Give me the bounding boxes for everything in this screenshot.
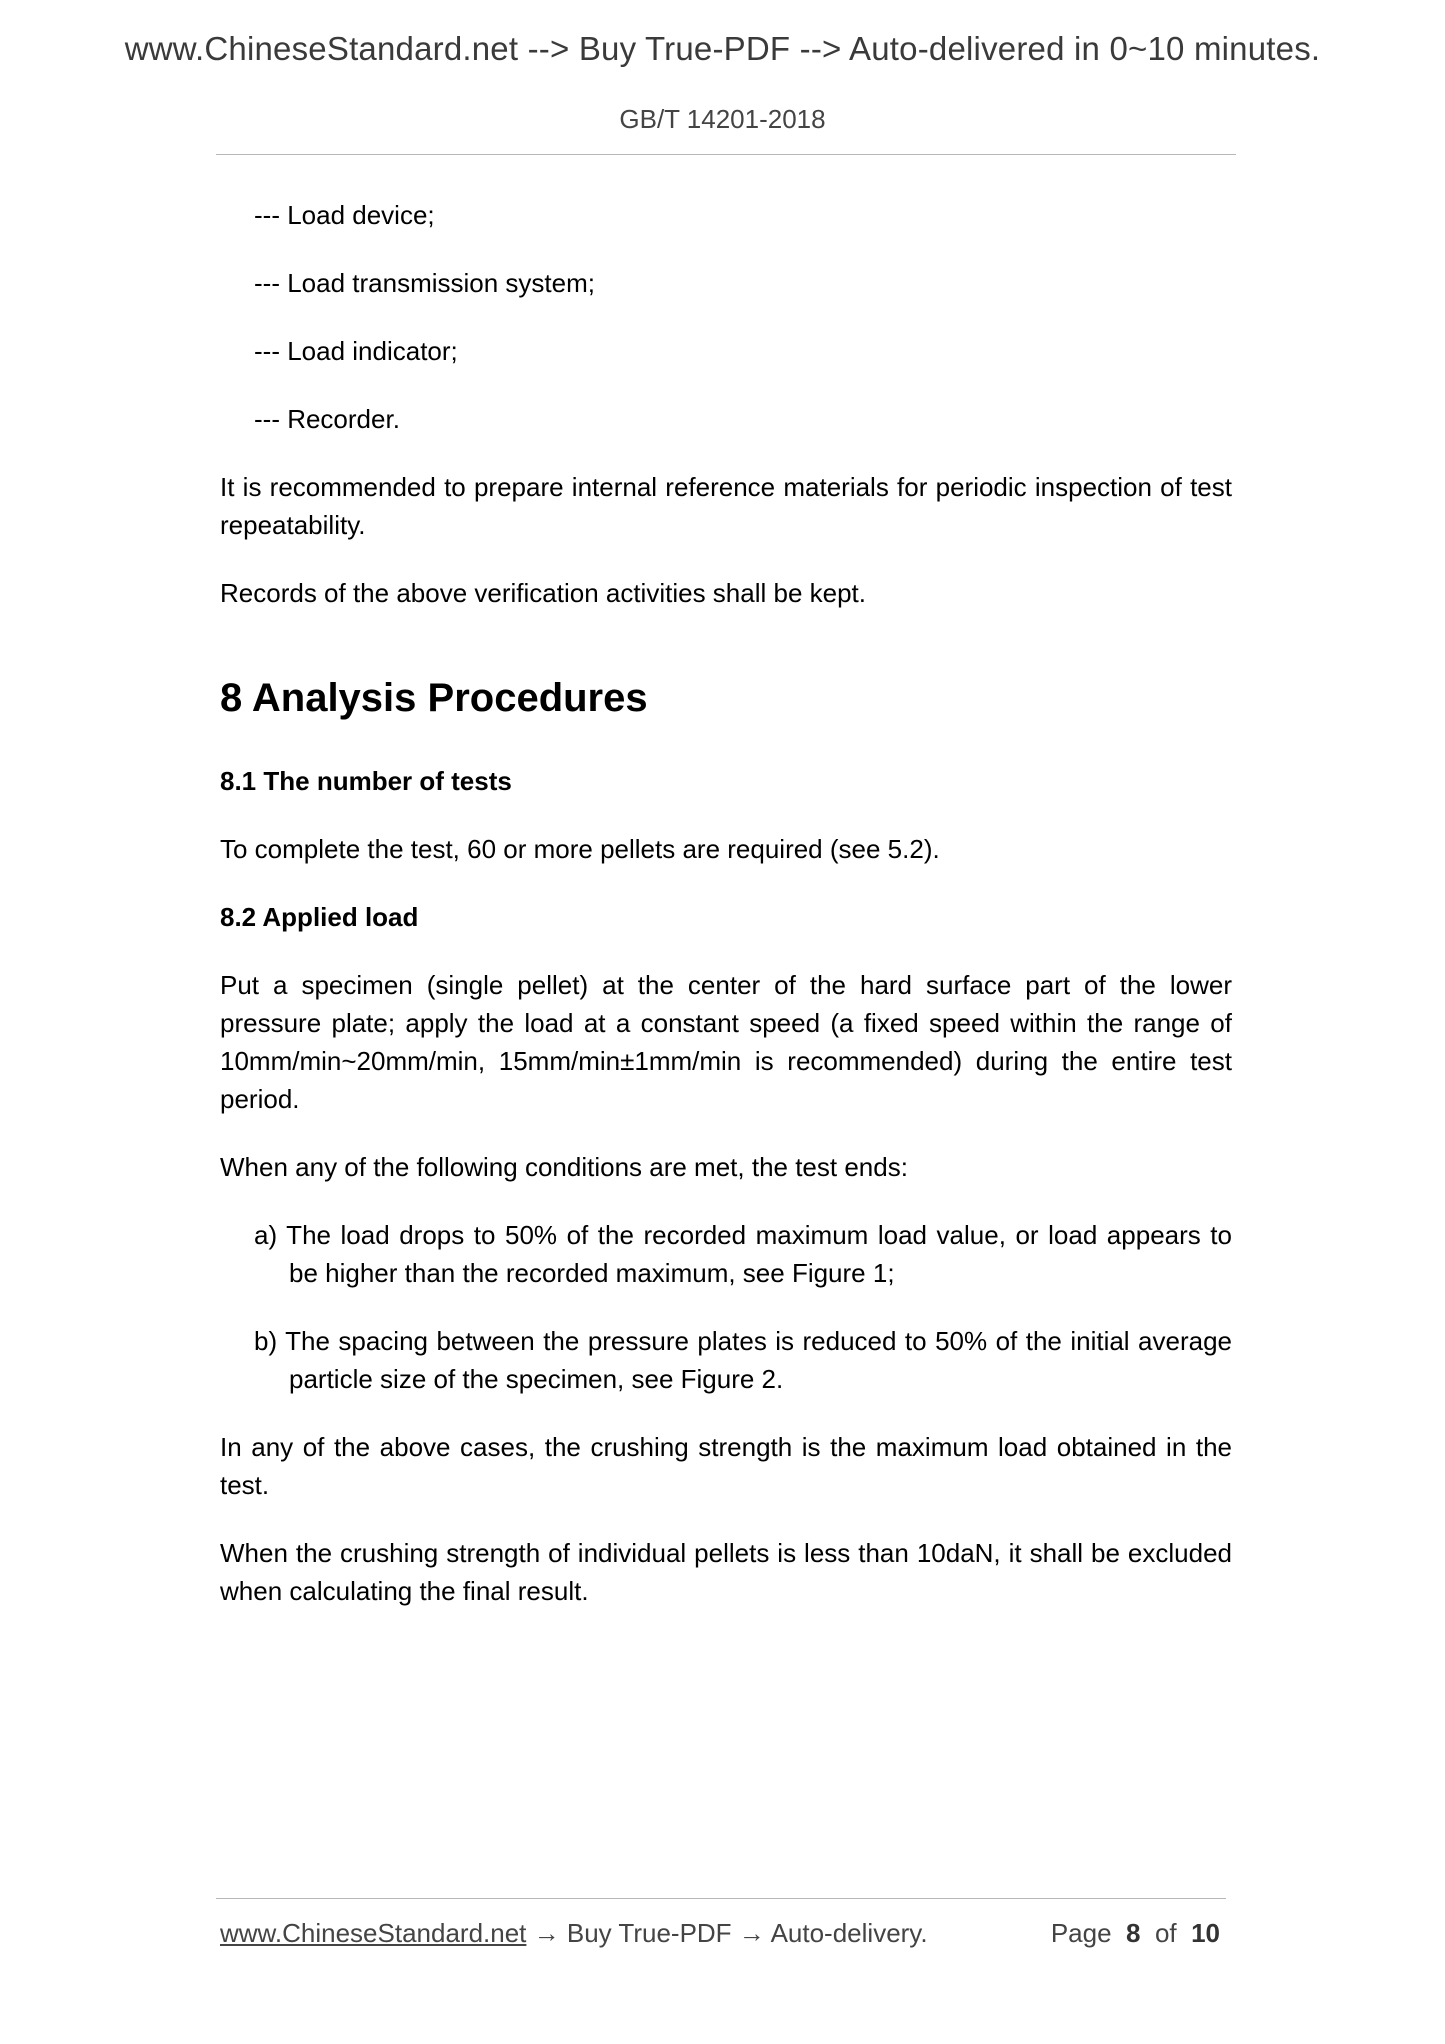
page-total: 10 bbox=[1191, 1918, 1220, 1948]
footer-site-link[interactable]: www.ChineseStandard.net bbox=[220, 1918, 527, 1948]
header-divider bbox=[216, 154, 1236, 155]
dash-item-load-transmission: --- Load transmission system; bbox=[254, 268, 595, 298]
of-label: of bbox=[1154, 1918, 1177, 1948]
section-8-2-text: Put a specimen (single pellet) at the center of the hard surface part of the lower pressure plate; apply the load at a constant speed (a fixed speed within the range of 10mm/min~20mm/min, 15mm/min±1mm/min is recommended) during the entire test period. bbox=[220, 970, 1232, 1114]
conditions-intro: When any of the following conditions are met, the test ends: bbox=[220, 1152, 908, 1182]
dash-item-recorder: --- Recorder. bbox=[254, 404, 400, 434]
page-number: 8 bbox=[1126, 1918, 1141, 1948]
page-content bbox=[220, 196, 1232, 1640]
page-footer bbox=[220, 1918, 1226, 1949]
paragraph-crushing-strength: In any of the above cases, the crushing strength is the maximum load obtained in the test. bbox=[220, 1432, 1232, 1500]
section-8-1-heading: 8.1 The number of tests bbox=[220, 766, 512, 796]
page-indicator bbox=[1051, 1918, 1220, 1949]
footer-tail-text: → Buy True-PDF → Auto-delivery. bbox=[526, 1918, 928, 1948]
condition-a: a) The load drops to 50% of the recorded maximum load value, or load appears to be higher than the recorded maximum, see Figure 1; bbox=[254, 1220, 1232, 1288]
section-8-2-heading: 8.2 Applied load bbox=[220, 902, 419, 932]
paragraph-exclusion: When the crushing strength of individual pellets is less than 10daN, it shall be excluded when calculating the final result. bbox=[220, 1538, 1232, 1606]
dash-item-load-indicator: --- Load indicator; bbox=[254, 336, 458, 366]
section-8-1-text: To complete the test, 60 or more pellets are required (see 5.2). bbox=[220, 834, 940, 864]
paragraph-records: Records of the above verification activities shall be kept. bbox=[220, 578, 867, 608]
paragraph-reference-materials: It is recommended to prepare internal reference materials for periodic inspection of test repeatability. bbox=[220, 472, 1232, 540]
dash-item-load-device: --- Load device; bbox=[254, 200, 435, 230]
footer-left bbox=[220, 1918, 928, 1948]
top-banner: www.ChineseStandard.net --> Buy True-PDF --> Auto-delivered in 0~10 minutes. bbox=[124, 30, 1321, 67]
section-8-heading: 8 Analysis Procedures bbox=[220, 676, 648, 720]
standard-code: GB/T 14201-2018 bbox=[619, 104, 826, 134]
footer-divider bbox=[216, 1898, 1226, 1899]
condition-b: b) The spacing between the pressure plates is reduced to 50% of the initial average particle size of the specimen, see Figure 2. bbox=[254, 1326, 1232, 1394]
page-label: Page bbox=[1050, 1918, 1112, 1948]
